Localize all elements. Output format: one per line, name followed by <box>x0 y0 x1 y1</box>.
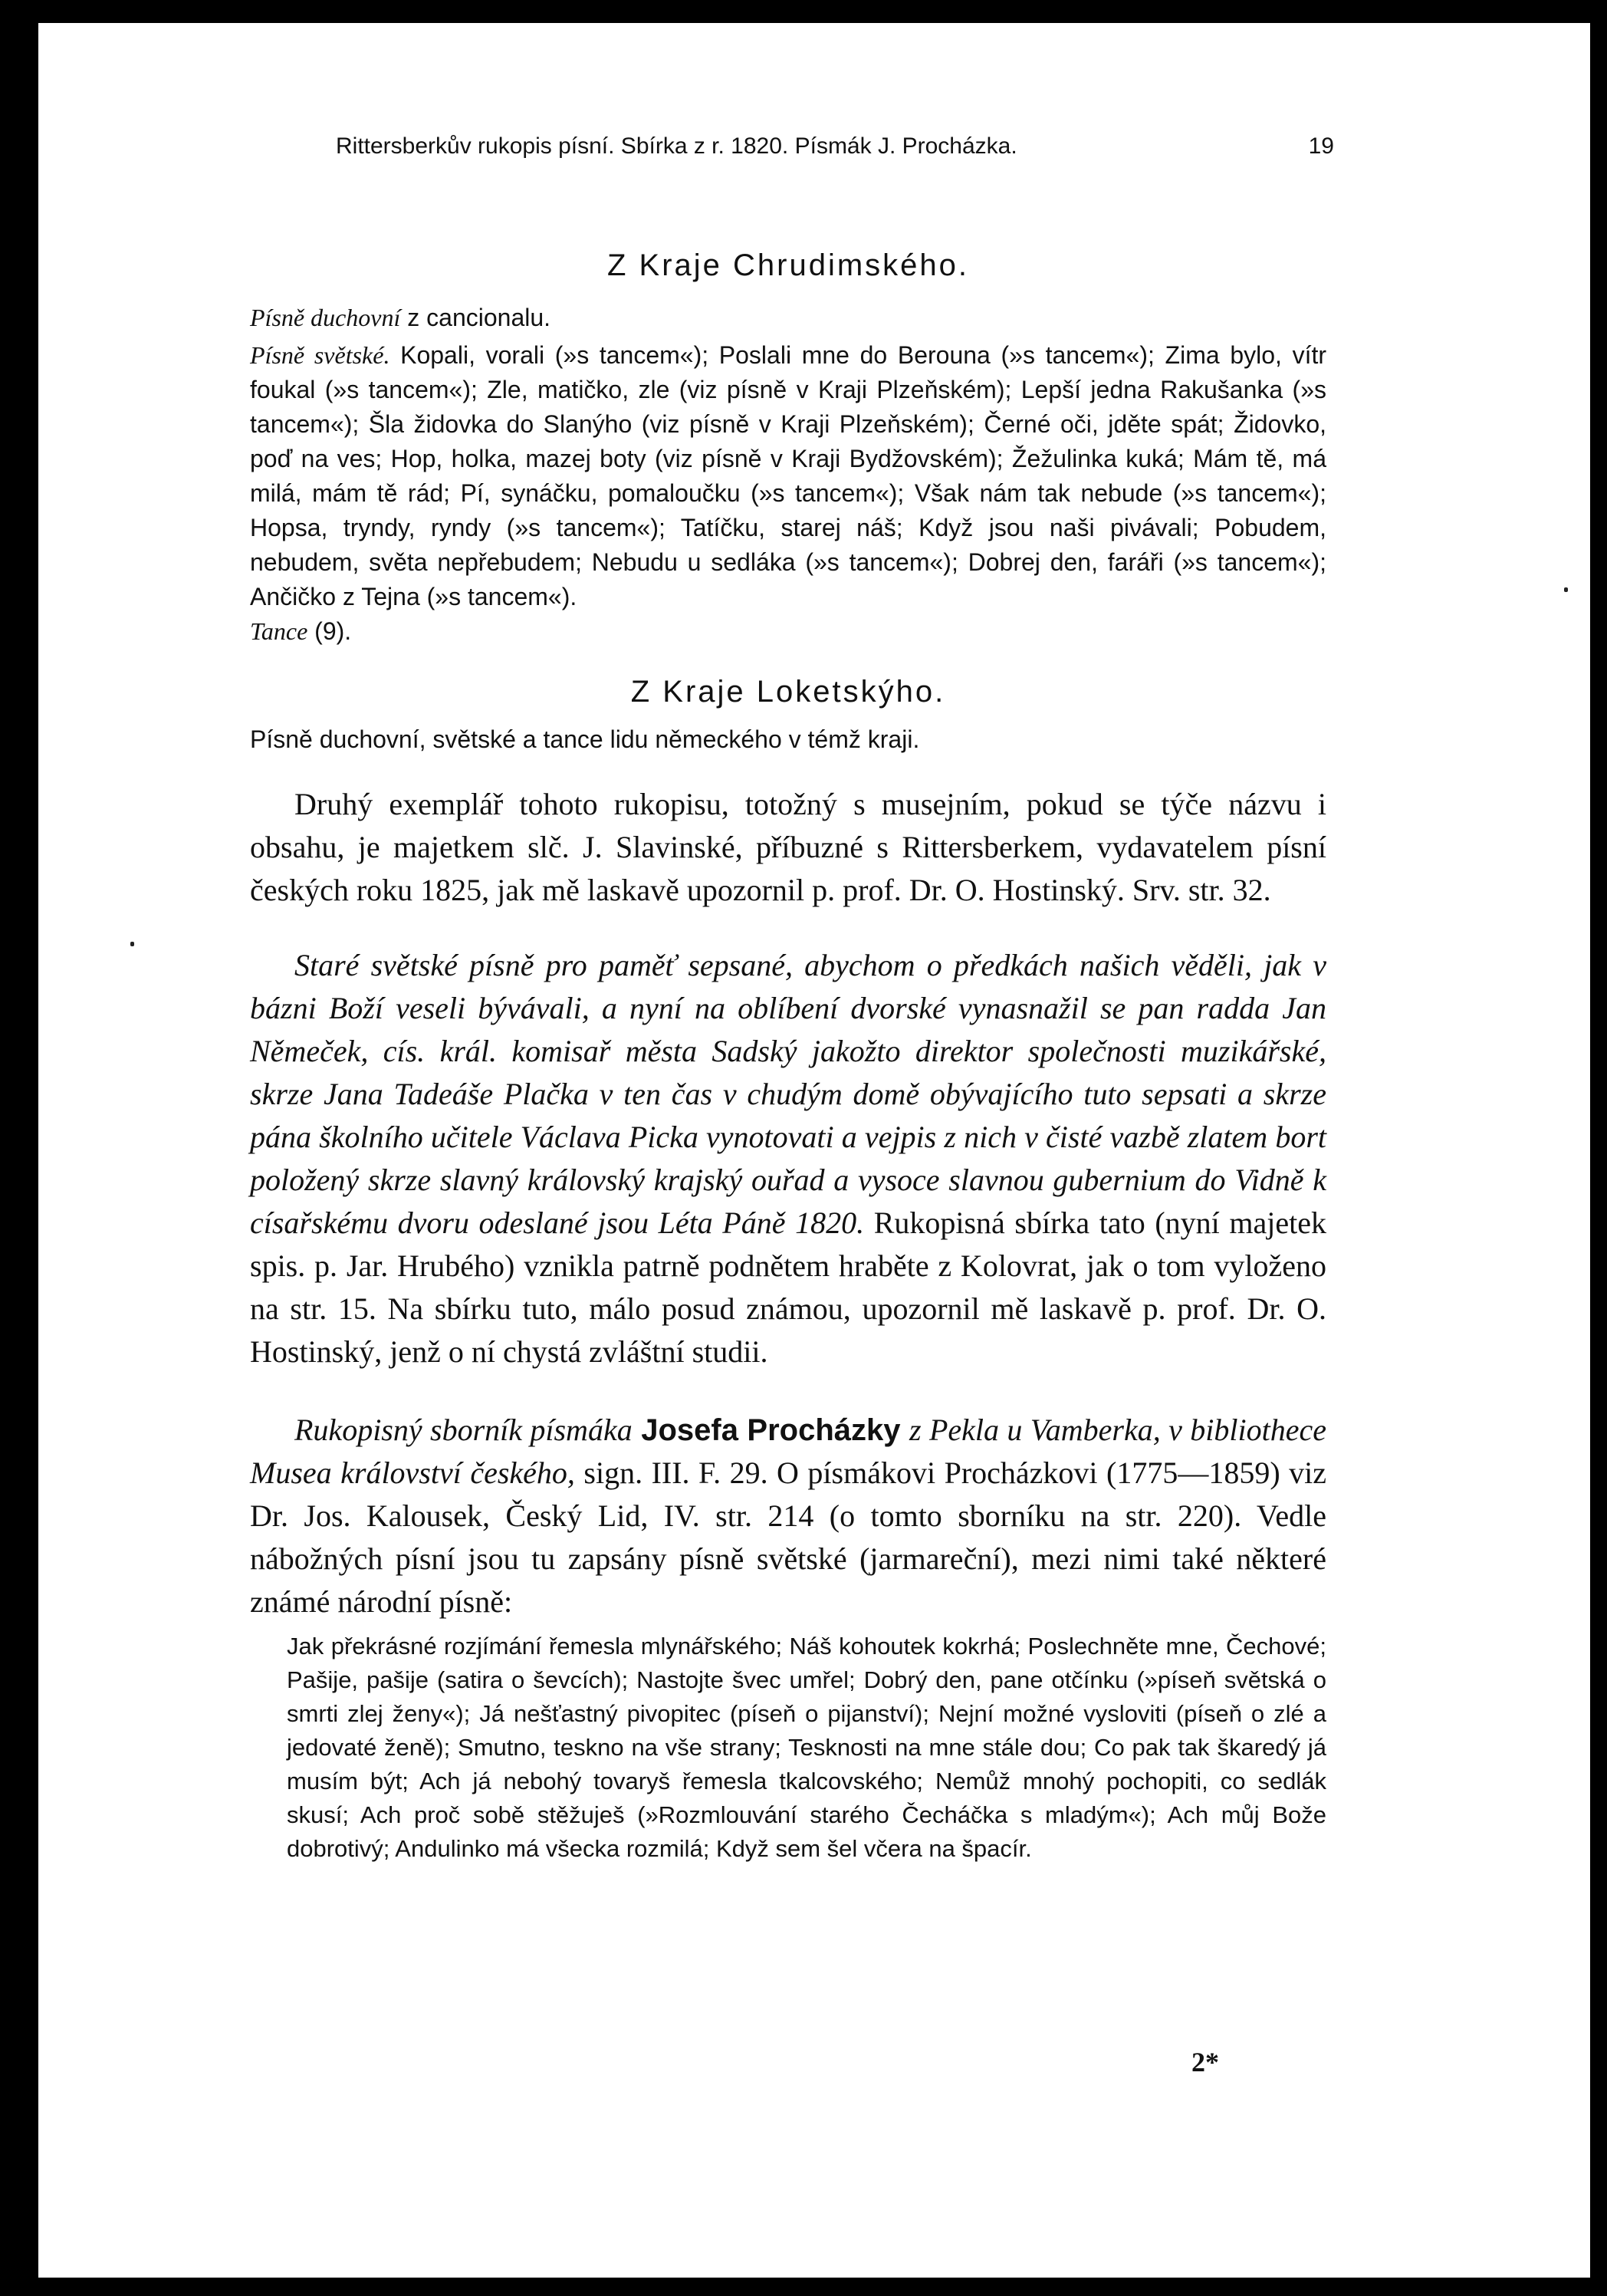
running-title: Rittersberkův rukopis písní. Sbírka z r. 1820. Písmák J. Procházka. <box>336 133 1017 159</box>
song-list: Jak překrásné rozjímání řemesla mlynářského; Náš kohoutek kokrhá; Poslechněte mne, Čechové; Pašije, pašije (satira o ševcích); Nastojte švec umřel; Dobrý den, pane otčínku (»píseň světská o smrti zlej ženy«); Já nešťastný pivopitec (píseň o pijanství); Nejní možné vysloviti (píseň o zlé a jedovaté ženě); Smutno, teskno na vše strany; Tesknosti na mne stále dou; Co pak tak škaredý já musím být; Ach já nebohý tovaryš řemesla tkalcovského; Nemůž mnohý pochopiti, co sedlák skusí; Ach proč sobě stěžuješ (»Rozmlouvání starého Čecháčka s mladým«); Ach můj Bože dobrotivý; Andulinko má všecka rozmilá; Když sem šel včera na špacír. <box>287 1633 1326 1862</box>
chrudim-dances-count: (9). <box>307 617 352 645</box>
chrudim-secular-songs <box>250 338 1326 614</box>
prochazka-italic-2: z Pekla u Vamberka, v bibliothece Musea království českého, <box>250 1413 1326 1490</box>
nemecek-commentary: Rukopisná sbírka tato (nyní majetek spis. p. Jar. Hrubého) vznikla patrně podnětem hraběte z Kolovrat, jak o tom vyloženo na str. 15. Na sbírku tuto, málo posud známou, upozornil mě laskavě p. prof. Dr. O. Hostinský, jenž o ní chystá zvláštní studii. <box>250 1206 1327 1369</box>
nemecek-title-italic: Staré světské písně pro paměť sepsané, abychom o předkách našich věděli, jak v bázni Boží veseli bývávali, a nyní na oblíbení dvorské vynasnažil se pan radda Jan Němeček, cís. král. komisař města Sadský jakožto direktor společnosti muzikářské, skrze Jana Tadeáše Plačka v ten čas v chudým domě obývajícího tuto sepsati a skrze pána školního učitele Václava Picka vynotovati a vejpis z nich v čisté vazbě zlatem bort položený skrze slavný královský krajský ouřad a vysoce slavnou gubernium do Vidně k císařskému dvoru odeslané jsou Léta Páně 1820. <box>250 948 1326 1240</box>
scan-speck <box>1564 587 1568 592</box>
section-title-chrudim: Z Kraje Chrudimského. <box>606 248 970 282</box>
paragraph-second-exemplar: Druhý exemplář tohoto rukopisu, totožný s musejním, pokud se týče názvu i obsahu, je majetkem slč. J. Slavinské, příbuzné s Rittersberkem, vydavatelem písní českých roku 1825, jak mě laskavě upozornil p. prof. Dr. O. Hostinský. Srv. str. 32. <box>250 787 1326 907</box>
paragraph-prochazka-manuscript <box>250 1409 1326 1623</box>
paragraph-nemecek-collection <box>250 944 1326 1373</box>
prochazka-name-bold: Josefa Procházky <box>632 1413 910 1447</box>
section-title-loket: Z Kraje Loketskýho. <box>630 675 946 709</box>
chrudim-secular-text: Kopali, vorali (»s tancem«); Poslali mne do Berouna (»s tancem«); Zima bylo, vítr foukal (»s tancem«); Zle, matičko, zle (viz písně v Kraji Plzeňském); Lepší jedna Rakušanka (»s tancem«); Šla židovka do Slanýho (viz písně v Kraji Plzeňském); Černé oči, jděte spát; Židovko, poď na ves; Hop, holka, mazej boty (viz písně v Kraji Bydžovském); Žežulinka kuká; Mám tě, má milá, mám tě rád; Pí, synáčku, pomaloučku (»s tancem«); Však nám tak nebude (»s tancem«); Hopsa, tryndy, ryndy (»s tancem«); Tatíčku, starej náš; Když jsou naši piνávali; Pobudem, nebudem, světa nepřebudem; Nebudu u sedláka (»s tancem«); Dobrej den, faráři (»s tancem«); Ančičko z Tejna (»s tancem«). <box>250 341 1327 610</box>
prochazka-italic-1: Rukopisný sborník písmáka <box>294 1413 633 1447</box>
page-number: 19 <box>1308 133 1334 159</box>
chrudim-secular-label: Písně světské. <box>250 341 390 369</box>
chrudim-sacred-label: Písně duchovní <box>250 304 401 331</box>
signature-mark: 2* <box>1191 2047 1219 2077</box>
chrudim-dances-label: Tance <box>250 617 308 645</box>
chrudim-dances <box>250 614 1326 649</box>
loket-songs: Písně duchovní, světské a tance lidu německého v témž kraji. <box>250 725 920 753</box>
prochazka-commentary: sign. III. F. 29. O písmákovi Procházkovi (1775—1859) viz Dr. Jos. Kalousek, Český Lid, IV. str. 214 (o tomto sborníku na str. 220). Vedle nábožných písní jsou tu zapsány písně světské (jarmareční), mezi nimi také některé známé národní písně: <box>250 1456 1326 1619</box>
chrudim-sacred-text: z cancionalu. <box>400 304 551 331</box>
chrudim-sacred-songs <box>250 301 1326 335</box>
page-body <box>250 245 1326 1866</box>
scan-speck <box>130 942 134 946</box>
